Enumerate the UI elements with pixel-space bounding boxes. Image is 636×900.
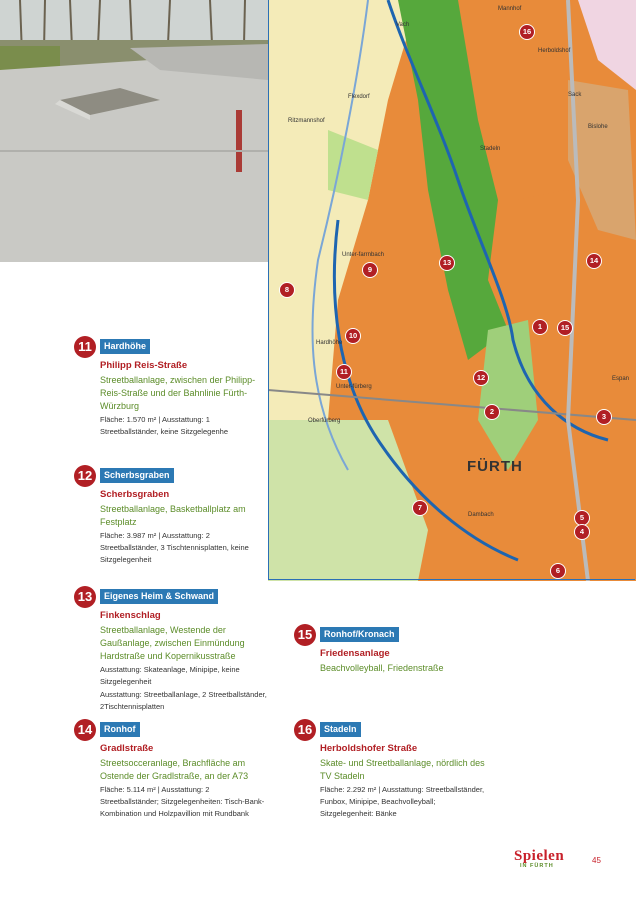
entry-description <box>100 374 270 438</box>
entry-info: Ausstattung: Skateanlage, Minipipe, keine Sitzgelegenheit <box>100 665 240 686</box>
entry-title: Herboldshofer Straße <box>320 743 418 754</box>
entry-info: Fläche: 2.292 m² | Ausstattung: Streetballständer, Funbox, Minipipe, Beachvolleyball; Sitzgelegenheit: Bänke <box>320 785 485 818</box>
map-label: Unter-fürberg <box>336 384 372 390</box>
map-marker: 15 <box>557 320 573 336</box>
entry-description <box>100 503 270 566</box>
map-label: Stadeln <box>480 146 501 152</box>
map-marker: 9 <box>362 262 378 278</box>
description-text: Streetballanlage, Basketballplatz am Festplatz <box>100 504 246 527</box>
entry-description <box>320 662 490 675</box>
entry-info: Fläche: 1.570 m² | Ausstattung: 1 Streetballständer, keine Sitzgelegenhe <box>100 415 229 436</box>
page-number: 45 <box>592 856 601 865</box>
district-label: Hardhöhe <box>100 339 150 354</box>
district-label: Scherbsgraben <box>100 468 174 483</box>
entry-title: Friedensanlage <box>320 648 390 659</box>
map-label: Mannhof <box>498 6 522 12</box>
map-marker: 12 <box>473 370 489 386</box>
map-marker: 1 <box>532 319 548 335</box>
map-label: Hardhöhe <box>316 340 343 346</box>
map-marker: 10 <box>345 328 361 344</box>
description-text: Skate- und Streetballanlage, nördlich des TV Stadeln <box>320 758 485 781</box>
map-marker: 8 <box>279 282 295 298</box>
entry-number: 12 <box>74 465 96 487</box>
map-marker: 7 <box>412 500 428 516</box>
entry-description <box>100 757 270 820</box>
entry-number: 16 <box>294 719 316 741</box>
spielen-logo <box>514 848 564 869</box>
map-marker: 16 <box>519 24 535 40</box>
map-label: Oberfürberg <box>308 418 341 424</box>
description-text: Beachvolleyball, Friedenstraße <box>320 663 444 673</box>
entry-info: Fläche: 3.987 m² | Ausstattung: 2 Streetballständer, 3 Tischtennisplatten, keine Sitzgelegenheit <box>100 531 249 564</box>
entry-info: Fläche: 5.114 m² | Ausstattung: 2 Streetballständer; Sitzgelegenheiten: Tisch-Bank-Kombination und Holzpavillion mit Rundbank <box>100 785 265 818</box>
map-marker: 6 <box>550 563 566 579</box>
entry-number: 15 <box>294 624 316 646</box>
logo-subtext: IN FÜRTH <box>520 863 554 869</box>
map-marker: 11 <box>336 364 352 380</box>
map-label: Herboldshof <box>538 48 571 54</box>
skatepark-photo <box>0 0 268 262</box>
entry-description <box>100 624 270 713</box>
map-marker: 3 <box>596 409 612 425</box>
map-label: Espan <box>612 376 630 382</box>
city-map <box>268 0 636 581</box>
map-marker: 4 <box>574 524 590 540</box>
map-label: Bislohe <box>588 124 608 130</box>
map-label: Sack <box>568 92 582 98</box>
map-marker: 14 <box>586 253 602 269</box>
description-text: Streetballanlage, zwischen der Philipp-Reis-Straße und der Bahnlinie Fürth-Würzburg <box>100 375 256 411</box>
district-label: Ronhof <box>100 722 140 737</box>
entry-number: 14 <box>74 719 96 741</box>
map-label: Flexdorf <box>348 94 370 100</box>
entry-title: Gradlstraße <box>100 743 154 754</box>
district-label: Stadeln <box>320 722 361 737</box>
map-label: Unter-farrnbach <box>342 252 385 258</box>
entry-title: Philipp Reis-Straße <box>100 360 188 371</box>
map-marker: 5 <box>574 510 590 526</box>
district-label: Ronhof/Kronach <box>320 627 399 642</box>
entry-title: Finkenschlag <box>100 610 161 621</box>
entry-number: 11 <box>74 336 96 358</box>
map-label: Dambach <box>468 512 494 518</box>
map-marker: 2 <box>484 404 500 420</box>
map-label: Vach <box>396 22 410 28</box>
map-city-label: FÜRTH <box>467 458 523 475</box>
entry-description <box>320 757 490 820</box>
description-text: Streetsocceranlage, Brachfläche am Ostende der Gradlstraße, an der A73 <box>100 758 249 781</box>
district-label: Eigenes Heim & Schwand <box>100 589 218 604</box>
entry-info: Ausstattung: Streetballanlage, 2 Streetballständer, 2Tischtennisplatten <box>100 690 267 711</box>
logo-text: Spielen <box>514 848 565 864</box>
map-marker: 13 <box>439 255 455 271</box>
map-label: Ritzmannshof <box>288 118 325 124</box>
entry-number: 13 <box>74 586 96 608</box>
description-text: Streetballanlage, Westende der Gaußanlage, zwischen Einmündung Hardstraße und Kopernikusstraße <box>100 625 245 661</box>
entry-title: Scherbsgraben <box>100 489 170 500</box>
